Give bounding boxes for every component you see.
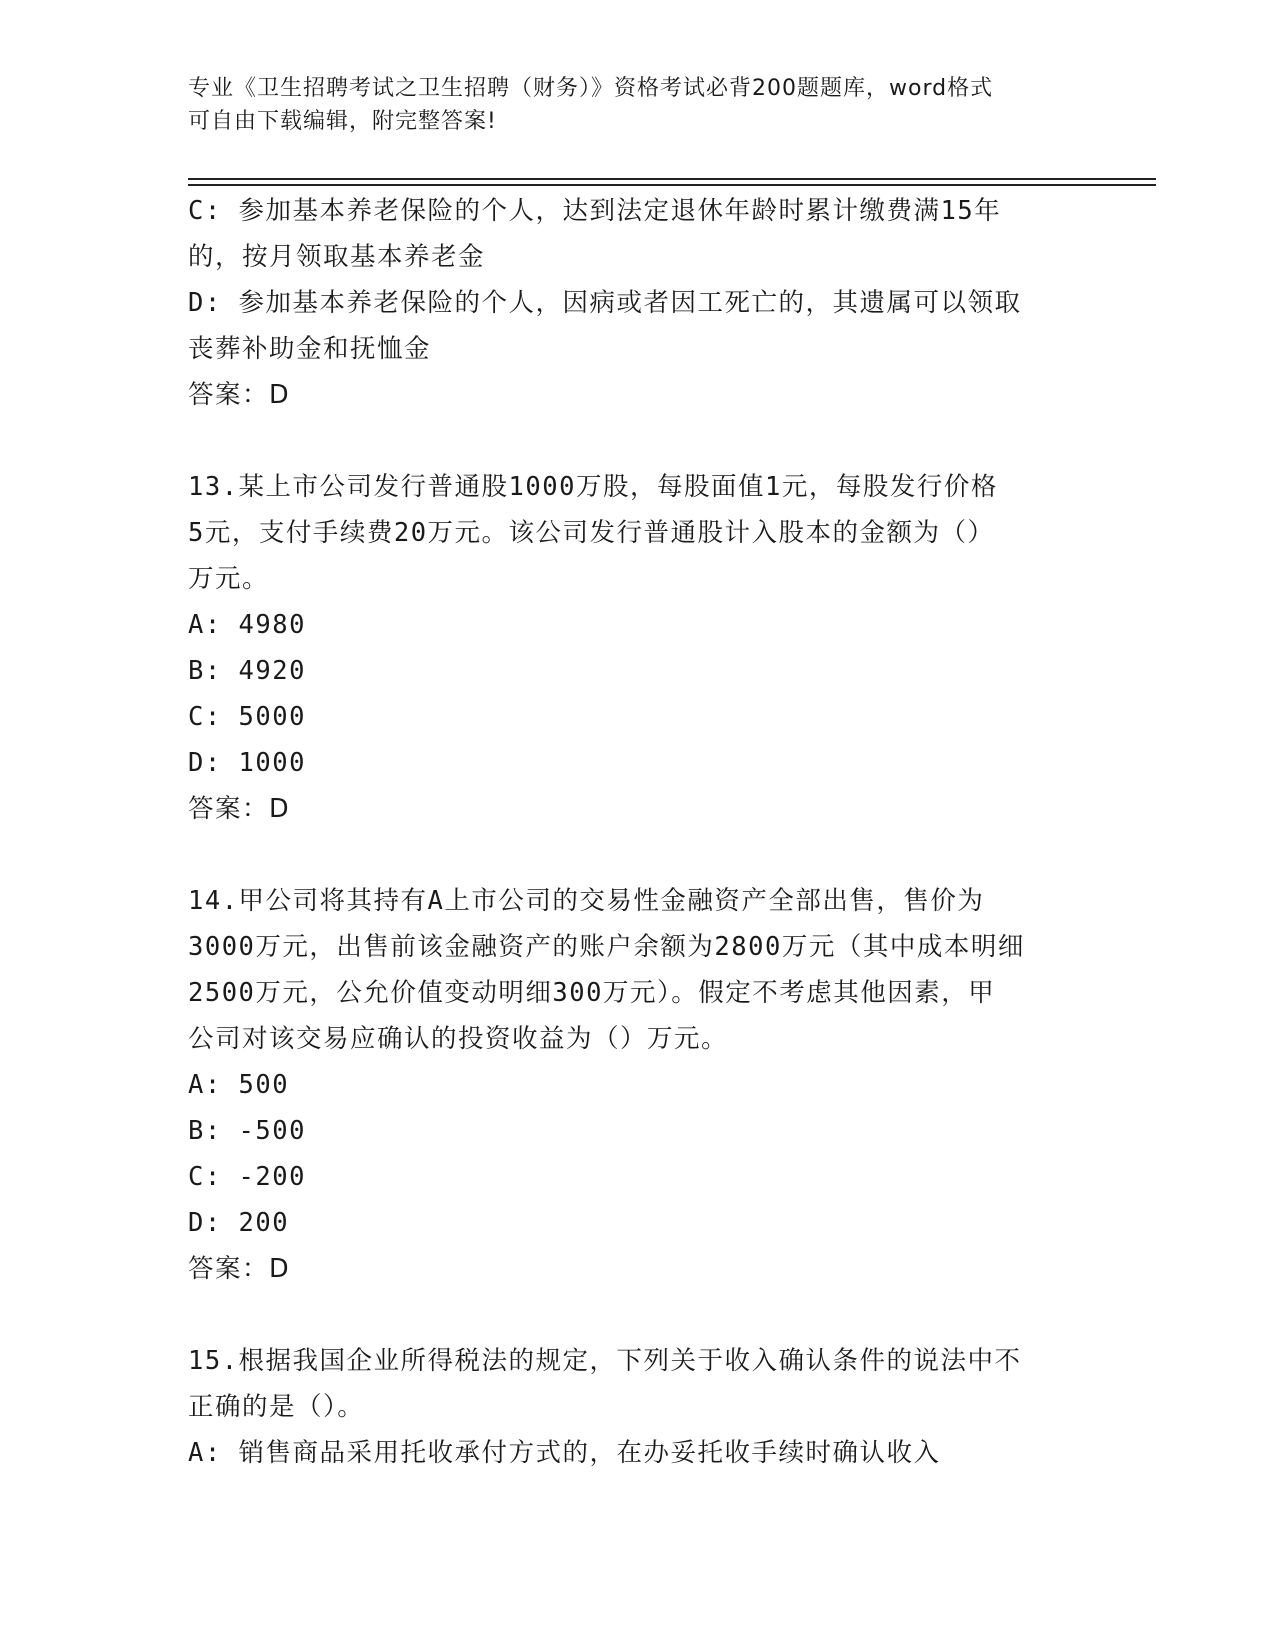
question-14-stem-line-1: 14.甲公司将其持有A上市公司的交易性金融资产全部出售，售价为 [188,886,985,916]
question-13-option-d: D: 1000 [188,748,306,778]
option-d-line-2: 丧葬补助金和抚恤金 [188,334,432,364]
question-13-option-c: C: 5000 [188,702,306,732]
question-14-option-b: B: -500 [188,1116,306,1146]
answer-14: 答案：D [188,1254,291,1284]
header-title-line-2: 可自由下载编辑，附完整答案! [188,109,497,134]
question-14-stem-line-3: 2500万元，公允价值变动明细300万元）。假定不考虑其他因素，甲 [188,978,996,1008]
question-14 [188,878,1088,1292]
question-15-stem-line-2: 正确的是（）。 [188,1392,365,1422]
question-13-option-a: A: 4980 [188,610,306,640]
question-13-stem-line-2: 5元，支付手续费20万元。该公司发行普通股计入股本的金额为（） [188,518,995,548]
question-14-option-c: C: -200 [188,1162,306,1192]
question-14-stem-line-4: 公司对该交易应确认的投资收益为（）万元。 [188,1024,729,1054]
document-body [188,188,1088,1476]
question-12-tail [188,188,1088,418]
answer-12: 答案：D [188,380,291,410]
header-rule-top [188,178,1156,180]
question-15-option-a: A: 销售商品采用托收承付方式的，在办妥托收手续时确认收入 [188,1438,941,1468]
question-13-option-b: B: 4920 [188,656,306,686]
option-c-line-1: C: 参加基本养老保险的个人，达到法定退休年龄时累计缴费满15年 [188,196,1002,226]
option-d-line-1: D: 参加基本养老保险的个人，因病或者因工死亡的，其遗属可以领取 [188,288,1022,318]
answer-13: 答案：D [188,794,291,824]
question-14-option-a: A: 500 [188,1070,290,1100]
question-15 [188,1338,1088,1476]
question-14-option-d: D: 200 [188,1208,290,1238]
question-13 [188,464,1088,832]
option-c-line-2: 的，按月领取基本养老金 [188,242,486,272]
question-15-stem-line-1: 15.根据我国企业所得税法的规定，下列关于收入确认条件的说法中不 [188,1346,1022,1376]
question-13-stem-line-3: 万元。 [188,564,270,594]
question-13-stem-line-1: 13.某上市公司发行普通股1000万股，每股面值1元，每股发行价格 [188,472,998,502]
header-title-line-1: 专业《卫生招聘考试之卫生招聘（财务）》资格考试必背200题题库，word格式 [188,76,994,101]
question-14-stem-line-2: 3000万元，出售前该金融资产的账户余额为2800万元（其中成本明细 [188,932,1025,962]
header-rule-bottom [188,184,1156,186]
document-header [188,72,1088,138]
